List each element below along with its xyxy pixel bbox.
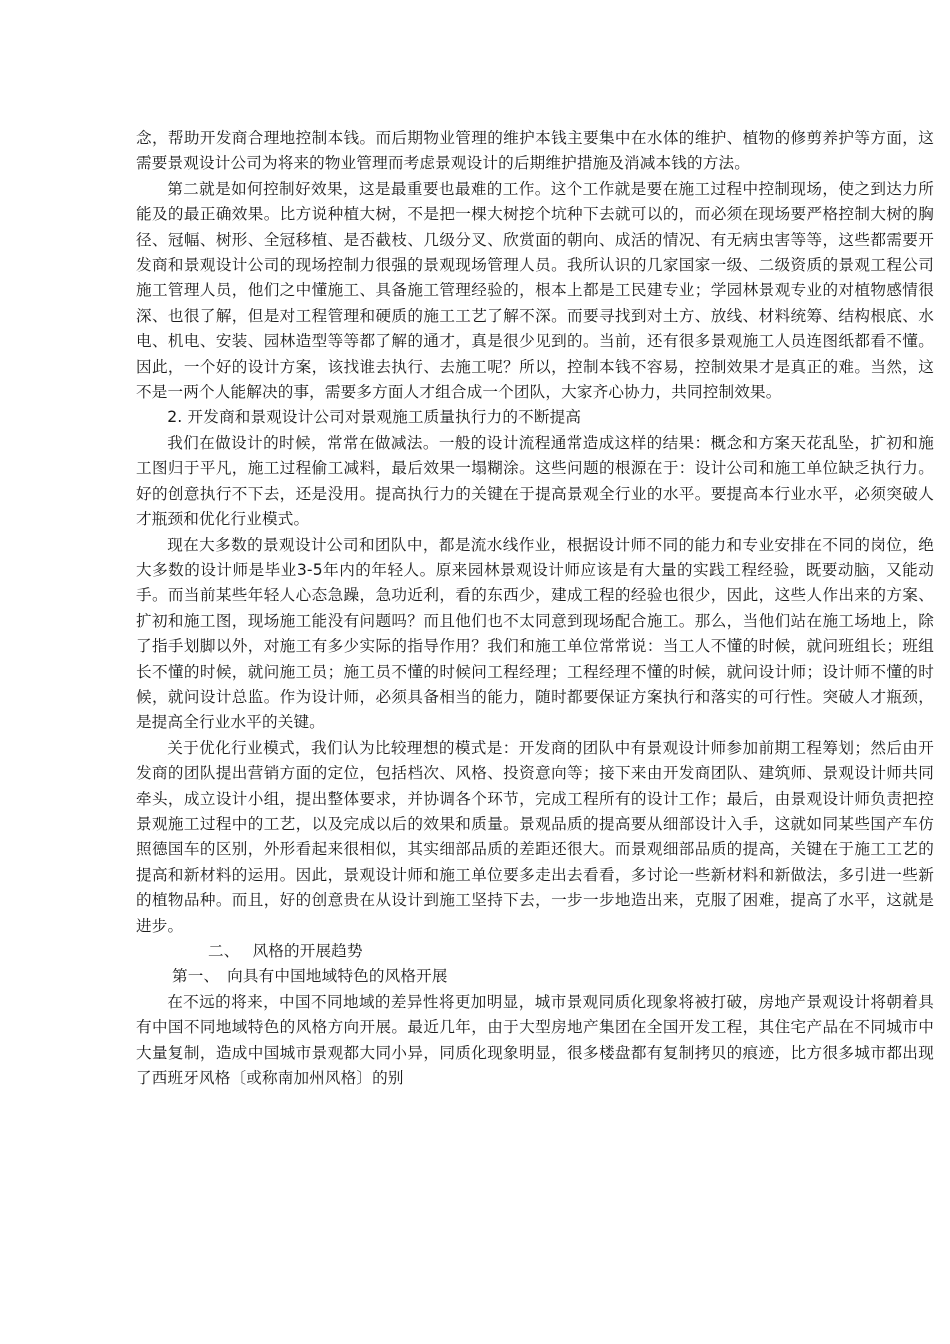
paragraph-cost-maintenance: 念，帮助开发商合理地控制本钱。而后期物业管理的维护本钱主要集中在水体的维护、植物的修剪养护等方面，这需要景观设计公司为将来的物业管理而考虑景观设计的后期维护措施及消减本钱的方法。: [136, 129, 934, 173]
paragraph-subtraction-design: 我们在做设计的时候，常常在做减法。一般的设计流程通常造成这样的结果：概念和方案天花乱坠，扩初和施工图归于平凡，施工过程偷工减料，最后效果一塌糊涂。这些问题的根源在于：设计公司和施工单位缺乏执行力。好的创意执行不下去，还是没用。提高执行力的关键在于提高景观全行业的水平。要提高本行业水平，必须突破人才瓶颈和优化行业模式。: [136, 433, 934, 529]
section-heading-execution: 2. 开发商和景观设计公司对景观施工质量执行力的不断提高: [167, 408, 582, 427]
paragraph-effect-control: 第二就是如何控制好效果，这是最重要也最难的工作。这个工作就是要在施工过程中控制现场，使之到达力所能及的最正确效果。比方说种植大树，不是把一棵大树挖个坑种下去就可以的，而必须在现场要严格控制大树的胸径、冠幅、树形、全冠移植、是否截枝、几级分叉、欣赏面的朝向、成活的情况、有无病虫害等等，这些都需要开发商和景观设计公司的现场控制力很强的景观现场管理人员。我所认识的几家国家一级、二级资质的景观工程公司施工管理人员，他们之中懂施工、具备施工管理经验的，根本上都是工民建专业；学园林景观专业的对植物感情很深、也很了解，但是对工程管理和硬质的施工工艺了解不深。而要寻找到对土方、放线、材料统筹、结构根底、水电、机电、安装、园林造型等等都了解的通才，真是很少见到的。当前，还有很多景观施工人员连图纸都看不懂。因此，一个好的设计方案，该找谁去执行、去施工呢？所以，控制本钱不容易，控制效果才是真正的难。当然，这不是一两个人能解决的事，需要多方面人才组合成一个团队，大家齐心协力，共同控制效果。: [136, 179, 934, 402]
paragraph-industry-model: 关于优化行业模式，我们认为比较理想的模式是：开发商的团队中有景观设计师参加前期工程筹划；然后由开发商的团队提出营销方面的定位，包括档次、风格、投资意向等；接下来由开发商团队、建筑师、景观设计师共同牵头，成立设计小组，提出整体要求，并协调各个环节，完成工程所有的设计工作；最后，由景观设计师负责把控景观施工过程中的工艺，以及完成以后的效果和质量。景观品质的提高要从细部设计入手，这就如同某些国产车仿照德国车的区别，外形看起来很相似，其实细部品质的差距还很大。而景观细部品质的提高，关键在于施工工艺的提高和新材料的运用。因此，景观设计师和施工单位要多走出去看看，多讨论一些新材料和新做法，多引进一些新的植物品种。而且，好的创意贵在从设计到施工坚持下去，一步一步地造出来，克服了困难，提高了水平，这就是进步。: [136, 738, 934, 935]
subsection-heading-regional-style: 第一、 向具有中国地域特色的风格开展: [172, 967, 448, 986]
paragraph-talent-bottleneck: 现在大多数的景观设计公司和团队中，都是流水线作业，根据设计师不同的能力和专业安排在不同的岗位，绝大多数的设计师是毕业3-5年内的年轻人。原来园林景观设计师应该是有大量的实践工程经验，既要动脑，又能动手。而当前某些年轻人心态急躁，急功近利，看的东西少，建成工程的经验也很少，因此，这些人作出来的方案、扩初和施工图，现场施工能没有问题吗？而且他们也不太同意到现场配合施工。那么，当他们站在施工场地上，除了指手划脚以外，对施工有多少实际的指导作用？我们和施工单位常常说：当工人不懂的时候，就问班组长；班组长不懂的时候，就问施工员；施工员不懂的时候问工程经理；工程经理不懂的时候，就问设计师；设计师不懂的时候，就问设计总监。作为设计师，必须具备相当的能力，随时都要保证方案执行和落实的可行性。突破人才瓶颈，是提高全行业水平的关键。: [136, 535, 934, 732]
paragraph-regional-differences: 在不远的将来，中国不同地域的差异性将更加明显，城市景观同质化现象将被打破，房地产景观设计将朝着具有中国不同地域特色的风格方向开展。最近几年，由于大型房地产集团在全国开发工程，其住宅产品在不同城市中大量复制，造成中国城市景观都大同小异，同质化现象明显，很多楼盘都有复制拷贝的痕迹，比方很多城市都出现了西班牙风格〔或称南加州风格〕的别: [136, 992, 934, 1088]
document-page: [136, 126, 934, 1091]
section-heading-style-trend: 二、 风格的开展趋势: [208, 942, 363, 960]
